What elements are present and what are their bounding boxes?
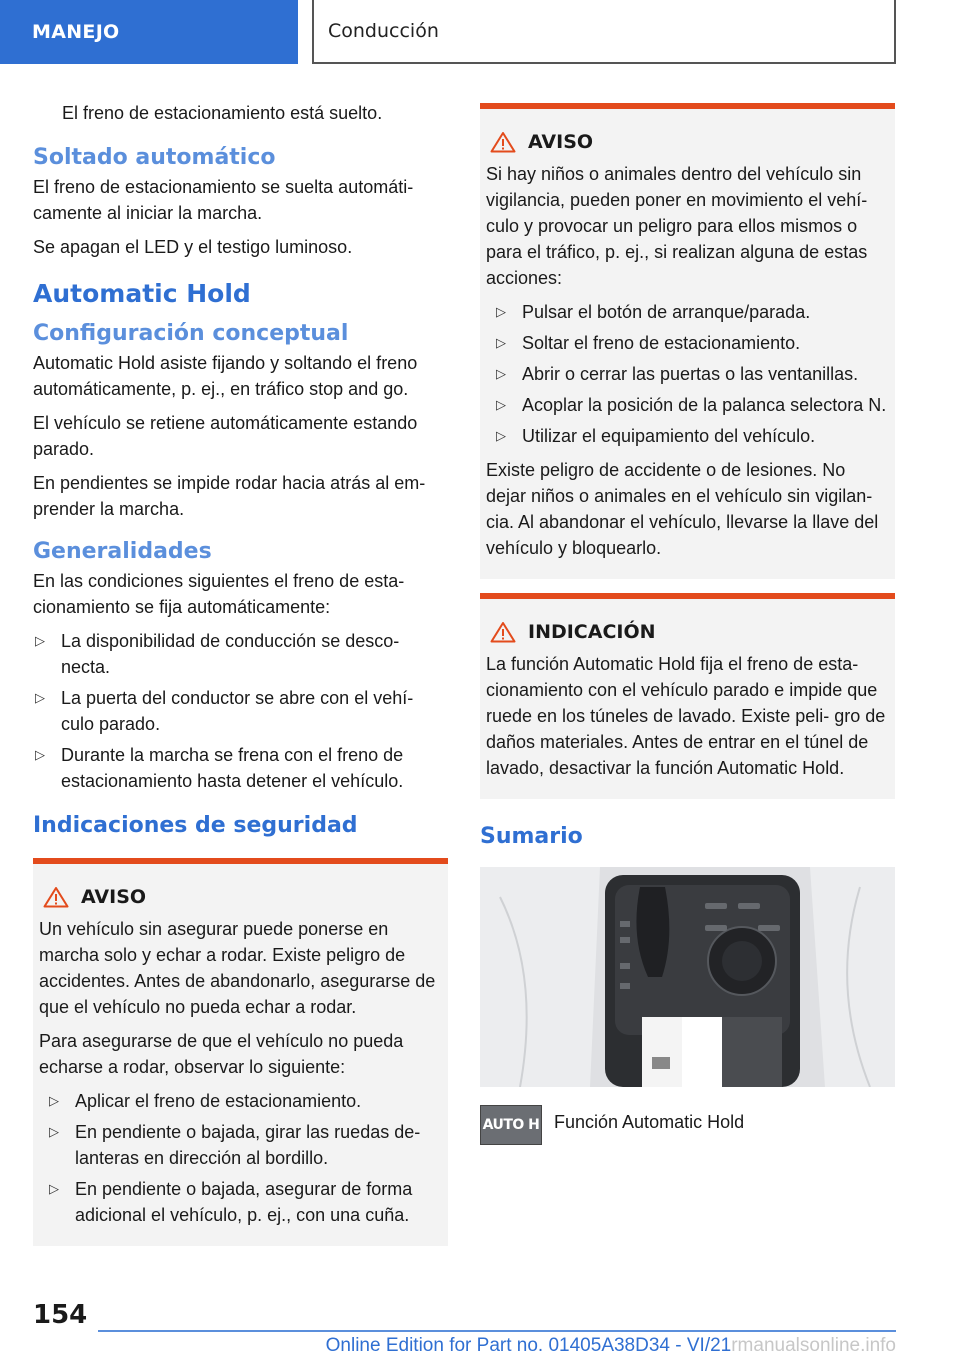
list-item: ▷ Durante la marcha se frena con el freno de estacionamiento hasta detener el vehículo. <box>33 742 448 794</box>
page-number: 154 <box>33 1300 88 1330</box>
triangle-bullet-icon: ▷ <box>496 428 506 443</box>
footer-divider <box>98 1330 896 1332</box>
notice-box <box>480 593 895 799</box>
auto-hold-button-icon: AUTO H <box>480 1105 542 1145</box>
list-item: ▷ La disponibilidad de conducción se desco‐ necta. <box>33 628 448 680</box>
center-console-illustration <box>480 867 895 1087</box>
warning-p2: Para asegurarse de que el vehículo no pueda echarse a rodar, observar lo siguiente: <box>39 1031 404 1077</box>
warning-triangle-icon <box>490 621 516 643</box>
triangle-bullet-icon: ▷ <box>496 335 506 350</box>
caption-text: Función Automatic Hold <box>554 1112 745 1132</box>
list-item: ▷ Soltar el freno de estacionamiento. <box>486 330 887 356</box>
warning-list <box>486 299 887 449</box>
list-item: ▷ Utilizar el equipamiento del vehículo. <box>486 423 887 449</box>
list-item: ▷ Acoplar la posición de la palanca selectora N. <box>486 392 887 418</box>
soltado-p1: El freno de estacionamiento se suelta automáti‐ camente al iniciar la marcha. <box>33 177 414 223</box>
config-p3: En pendientes se impide rodar hacia atrás al em‐ prender la marcha. <box>33 473 426 519</box>
autohold-heading: Automatic Hold <box>33 279 251 308</box>
warning-box <box>33 858 448 1246</box>
general-list <box>33 628 448 794</box>
general-heading: Generalidades <box>33 539 212 564</box>
safety-heading: Indicaciones de seguridad <box>33 813 358 838</box>
warning-p1: Si hay niños o animales dentro del vehículo sin vigilancia, pueden poner en movimiento el vehí‐ culo y provocar un peligro para ellos mismos o para el tráfico, p. ej., si realizan alguna de estas acciones: <box>486 164 868 288</box>
soltado-heading: Soltado automático <box>33 145 276 170</box>
list-item: ▷ Aplicar el freno de estacionamiento. <box>39 1088 440 1114</box>
warning-title: AVISO <box>486 129 887 155</box>
intro-text: El freno de estacionamiento está suelto. <box>62 103 383 123</box>
section-label: MANEJO <box>32 21 120 43</box>
caption-row <box>480 1105 895 1145</box>
config-p1: Automatic Hold asiste fijando y soltando el freno automáticamente, p. ej., en tráfico stop and go. <box>33 353 418 399</box>
notice-p1: La función Automatic Hold fija el freno de esta‐ cionamiento con el vehículo parado e impide que ruede en los túneles de lavado. Existe peli‐ gro de daños materiales. Antes de entrar en el túnel de lavado, desactivar la función Automatic Hold. <box>486 654 886 778</box>
left-column <box>33 100 448 1246</box>
triangle-bullet-icon: ▷ <box>35 690 45 705</box>
warning-triangle-icon <box>490 131 516 153</box>
notice-title: INDICACIÓN <box>486 619 887 645</box>
center-console-image <box>480 867 895 1087</box>
triangle-bullet-icon: ▷ <box>35 747 45 762</box>
list-item: ▷ Pulsar el botón de arranque/parada. <box>486 299 887 325</box>
config-heading: Configuración conceptual <box>33 321 349 346</box>
list-item: ▷ Abrir o cerrar las puertas o las ventanillas. <box>486 361 887 387</box>
footer-edition: Online Edition for Part no. 01405A38D34 - VI/21rmanualsonline.info <box>325 1335 896 1356</box>
triangle-bullet-icon: ▷ <box>496 366 506 381</box>
chapter-label: Conducción <box>328 20 439 42</box>
warning-p1: Un vehículo sin asegurar puede ponerse en marcha solo y echar a rodar. Existe peligro de accidentes. Antes de abandonarlo, asegurarse de que el vehículo no pueda echar a rodar. <box>39 919 436 1017</box>
section-tab <box>0 0 298 64</box>
warning-list <box>39 1088 440 1228</box>
summary-heading: Sumario <box>480 824 583 849</box>
warning-triangle-icon <box>43 886 69 908</box>
warning-box <box>480 103 895 579</box>
list-item: ▷ En pendiente o bajada, girar las ruedas de‐ lanteras en dirección al bordillo. <box>39 1119 440 1171</box>
triangle-bullet-icon: ▷ <box>35 633 45 648</box>
chapter-tab <box>312 0 896 64</box>
triangle-bullet-icon: ▷ <box>49 1181 59 1196</box>
list-item: ▷ La puerta del conductor se abre con el vehí‐ culo parado. <box>33 685 448 737</box>
warning-title: AVISO <box>39 884 440 910</box>
right-column <box>480 103 895 1145</box>
triangle-bullet-icon: ▷ <box>49 1124 59 1139</box>
general-p1: En las condiciones siguientes el freno de esta‐ cionamiento se fija automáticamente: <box>33 571 405 617</box>
triangle-bullet-icon: ▷ <box>496 304 506 319</box>
warning-p2: Existe peligro de accidente o de lesiones. No dejar niños o animales en el vehículo sin vigilan‐ cia. Al abandonar el vehículo, llevarse la llave del vehículo y bloquearlo. <box>486 460 879 558</box>
triangle-bullet-icon: ▷ <box>496 397 506 412</box>
config-p2: El vehículo se retiene automáticamente estando parado. <box>33 413 418 459</box>
triangle-bullet-icon: ▷ <box>49 1093 59 1108</box>
list-item: ▷ En pendiente o bajada, asegurar de forma adicional el vehículo, p. ej., con una cuña. <box>39 1176 440 1228</box>
watermark: rmanualsonline.info <box>731 1335 896 1356</box>
soltado-p2: Se apagan el LED y el testigo luminoso. <box>33 237 353 257</box>
